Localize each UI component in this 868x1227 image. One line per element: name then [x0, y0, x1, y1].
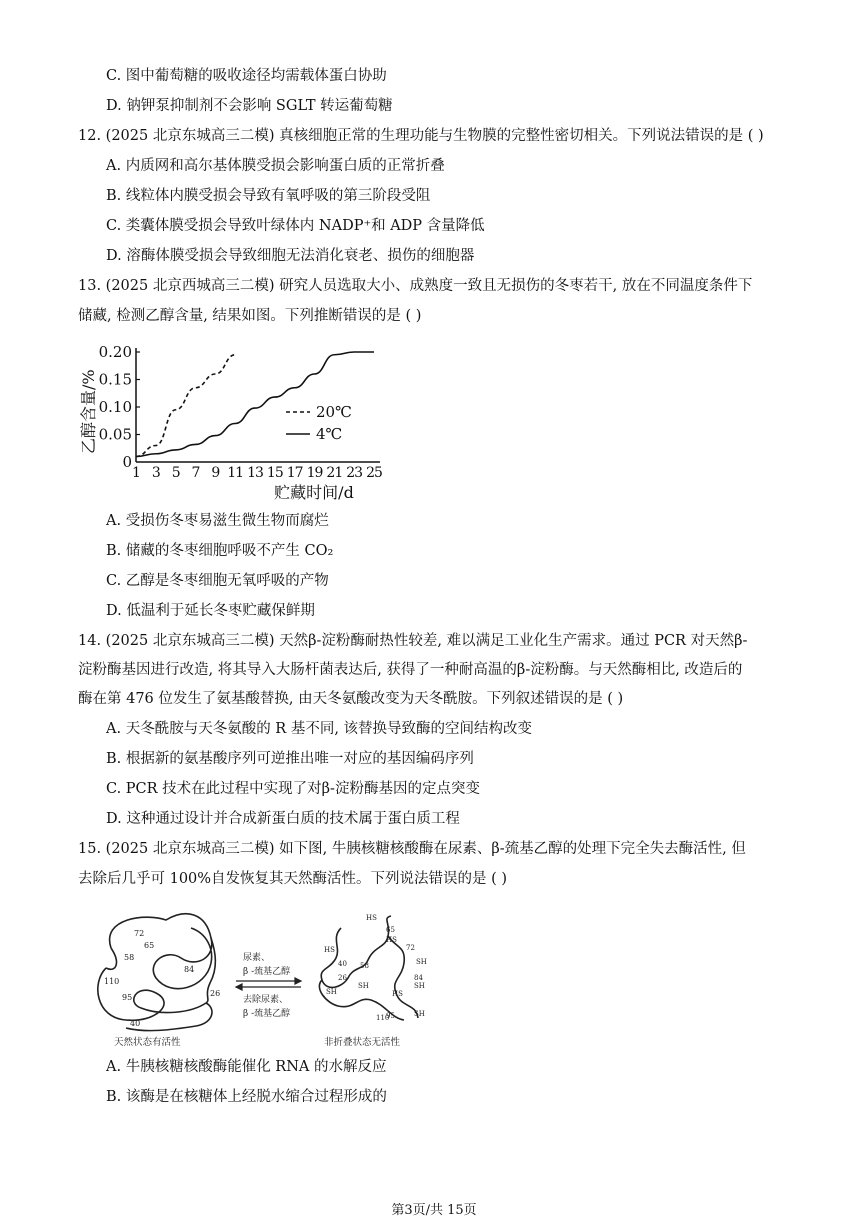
residue-label: 40: [130, 1019, 141, 1028]
x-tick-label: 3: [151, 465, 160, 481]
y-tick-label: 0.20: [98, 343, 132, 361]
x-tick-label: 17: [286, 465, 303, 481]
x-tick-label: 23: [346, 465, 363, 481]
q14-stem-line2: 淀粉酶基因进行改造, 将其导入大肠杆菌表达后, 获得了一种耐高温的β-淀粉酶。与天然酶相比, 改造后的: [78, 662, 743, 678]
q12-stem: 12. (2025 北京东城高三二模) 真核细胞正常的生理功能与生物膜的完整性密切相关。下列说法错误的是 ( ): [78, 128, 764, 144]
residue-label: SH: [416, 958, 427, 966]
q14-option-c: C. PCR 技术在此过程中实现了对β-淀粉酶基因的定点突变: [106, 781, 480, 797]
y-tick-label: 0.15: [98, 370, 132, 389]
legend-label-20c: 20℃: [316, 403, 352, 421]
native-state-diagram: [98, 914, 216, 1031]
x-tick-label: 25: [366, 465, 382, 481]
residue-label: SH: [414, 1010, 425, 1018]
residue-label: SH: [326, 988, 337, 996]
residue-label: 72: [406, 944, 415, 952]
residue-label: HS: [386, 936, 397, 944]
residue-label: 26: [338, 974, 347, 982]
q15-option-a: A. 牛胰核糖核酸酶能催化 RNA 的水解反应: [106, 1059, 387, 1075]
residue-label: SH: [414, 982, 425, 990]
residue-label: 65: [386, 926, 395, 934]
residue-label: HS: [392, 990, 403, 998]
q14-option-a: A. 天冬酰胺与天冬氨酸的 R 基不同, 该替换导致酶的空间结构改变: [106, 721, 533, 737]
q13-option-c: C. 乙醇是冬枣细胞无氧呼吸的产物: [106, 573, 329, 589]
residue-label: 72: [134, 929, 145, 938]
ribonuclease-folding-figure: [86, 908, 446, 1050]
residue-label: SH: [358, 982, 369, 990]
x-axis-label: 贮藏时间/d: [274, 483, 354, 502]
x-tick-label: 13: [247, 465, 263, 481]
residue-label: 110: [104, 977, 120, 986]
q13-stem-line2: 储藏, 检测乙醇含量, 结果如图。下列推断错误的是 ( ): [78, 308, 422, 324]
native-state-caption: 天然状态有活性: [114, 1037, 181, 1048]
y-tick-label: 0: [122, 453, 132, 471]
page-footer: 第3页/共 15页: [391, 1203, 477, 1218]
q12-option-b: B. 线粒体内膜受损会导致有氧呼吸的第三阶段受阻: [106, 188, 431, 204]
legend-label-4c: 4℃: [316, 425, 343, 443]
residue-label: 110: [376, 1014, 390, 1022]
x-tick-label: 9: [211, 465, 220, 481]
q13-option-d: D. 低温利于延长冬枣贮藏保鲜期: [106, 603, 315, 619]
q13-option-b: B. 储藏的冬枣细胞呼吸不产生 CO₂: [106, 543, 334, 559]
x-tick-label: 5: [171, 465, 180, 481]
residue-label: HS: [366, 914, 377, 922]
x-tick-label: 21: [326, 465, 343, 481]
residue-label: 58: [124, 953, 135, 962]
arrow-bottom-label-2: β -巯基乙醇: [243, 1009, 291, 1019]
y-axis-label: 乙醇含量/%: [79, 369, 98, 454]
x-tick-label: 1: [132, 465, 140, 481]
q14-stem-line1: 14. (2025 北京东城高三二模) 天然β-淀粉酶耐热性较差, 难以满足工业化生产需求。通过 PCR 对天然β-: [78, 633, 748, 649]
arrow-bottom-label-1: 去除尿素、: [243, 995, 289, 1005]
q15-stem-line1: 15. (2025 北京东城高三二模) 如下图, 牛胰核糖核酸酶在尿素、β-巯基乙醇的处理下完全失去酶活性, 但: [78, 841, 746, 857]
q14-option-d: D. 这种通过设计并合成新蛋白质的技术属于蛋白质工程: [106, 811, 460, 827]
q15-option-b: B. 该酶是在核糖体上经脱水缩合过程形成的: [106, 1089, 387, 1105]
residue-label: 84: [414, 974, 423, 982]
reversible-arrows: [236, 978, 301, 990]
arrow-top-label-2: β -巯基乙醇: [243, 967, 291, 977]
residue-label: 84: [184, 965, 195, 974]
q12-option-d: D. 溶酶体膜受损会导致细胞无法消化衰老、损伤的细胞器: [106, 248, 475, 264]
x-tick-label: 15: [266, 465, 283, 481]
q12-option-c: C. 类囊体膜受损会导致叶绿体内 NADP⁺和 ADP 含量降低: [106, 218, 485, 234]
x-tick-label: 19: [306, 465, 323, 481]
residue-label: HS: [324, 946, 335, 954]
q13-option-a: A. 受损伤冬枣易滋生微生物而腐烂: [106, 513, 329, 529]
residue-label: 65: [144, 941, 155, 950]
y-tick-label: 0.10: [98, 398, 132, 416]
ethanol-chart: [78, 338, 398, 506]
q12-option-a: A. 内质网和高尔基体膜受损会影响蛋白质的正常折叠: [106, 158, 445, 174]
q14-stem-line3: 酶在第 476 位发生了氨基酸替换, 由天冬氨酸改变为天冬酰胺。下列叙述错误的是 ( ): [78, 691, 624, 707]
q15-stem-line2: 去除后几乎可 100%自发恢复其天然酶活性。下列说法错误的是 ( ): [78, 871, 508, 887]
series-line-20c: [136, 355, 235, 457]
y-tick-label: 0.05: [98, 425, 132, 444]
q11-option-c: C. 图中葡萄糖的吸收途径均需载体蛋白协助: [106, 68, 387, 84]
q14-option-b: B. 根据新的氨基酸序列可逆推出唯一对应的基因编码序列: [106, 751, 474, 767]
arrow-top-label-1: 尿素、: [243, 953, 271, 963]
q11-option-d: D. 钠钾泵抑制剂不会影响 SGLT 转运葡萄糖: [106, 98, 393, 114]
residue-label: 26: [210, 989, 221, 998]
unfolded-state-caption: 非折叠状态无活性: [324, 1037, 401, 1048]
q13-stem-line1: 13. (2025 北京西城高三二模) 研究人员选取大小、成熟度一致且无损伤的冬枣若干, 放在不同温度条件下: [78, 278, 753, 294]
residue-label: 40: [338, 960, 347, 968]
x-tick-label: 11: [227, 465, 244, 481]
residue-label: 95: [122, 993, 133, 1002]
x-tick-label: 7: [191, 465, 200, 481]
residue-label: 95: [386, 1012, 395, 1020]
residue-label: 58: [360, 962, 369, 970]
